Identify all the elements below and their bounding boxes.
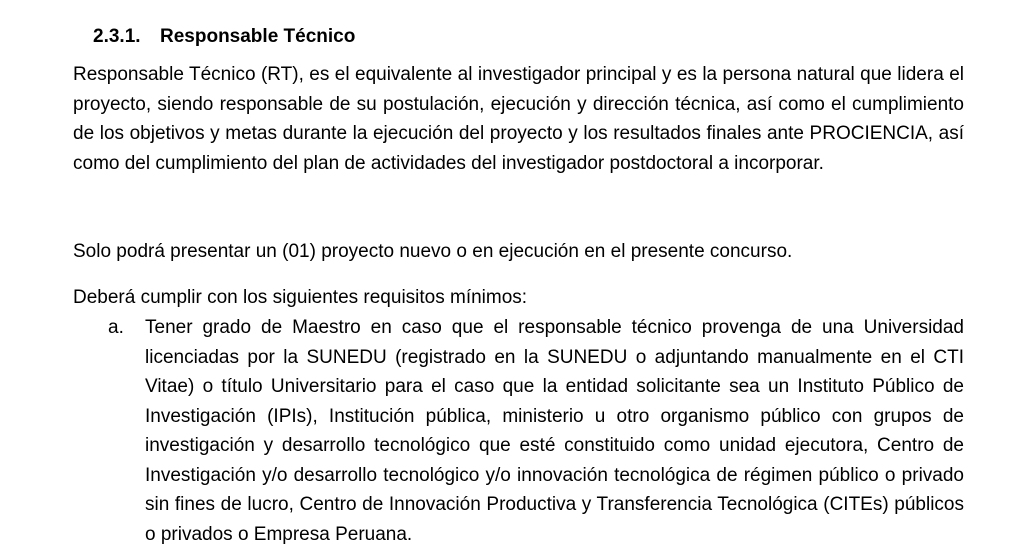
section-heading [93, 25, 355, 49]
intro-paragraph: Responsable Técnico (RT), es el equivalente al investigador principal y es la persona natural que lidera el proyecto, siendo responsable de su postulación, ejecución y dirección técnica, así como el cumplimiento de los objetivos y metas durante la ejecución del proyecto y los resultados finales ante PROCIENCIA, así como del cumplimiento del plan de actividades del investigador postdoctoral a incorporar. [73, 64, 964, 174]
section-number: 2.3.1. [93, 26, 141, 47]
list-item [108, 313, 964, 549]
requirements-list [108, 313, 964, 549]
list-item-marker: a. [108, 317, 124, 338]
section-title: Responsable Técnico [160, 26, 356, 47]
requirements-intro-paragraph: Deberá cumplir con los siguientes requisitos mínimos: [73, 287, 528, 308]
limit-paragraph: Solo podrá presentar un (01) proyecto nuevo o en ejecución en el presente concurso. [73, 241, 793, 262]
list-item-text: Tener grado de Maestro en caso que el responsable técnico provenga de una Universidad licenciadas por la SUNEDU (registrado en la SUNEDU o adjuntando manualmente en el CTI Vitae) o título Universitario para el caso que la entidad solicitante sea un Instituto Público de Investigación (IPIs), Institución pública, ministerio u otro organismo público con grupos de investigación y desarrollo tecnológico que esté constituido como unidad ejecutora, Centro de Investigación y/o desarrollo tecnológico y/o innovación tecnológica de régimen público o privado sin fines de lucro, Centro de Innovación Productiva y Transferencia Tecnológica (CITEs) públicos o privados o Empresa Peruana. [145, 317, 964, 545]
